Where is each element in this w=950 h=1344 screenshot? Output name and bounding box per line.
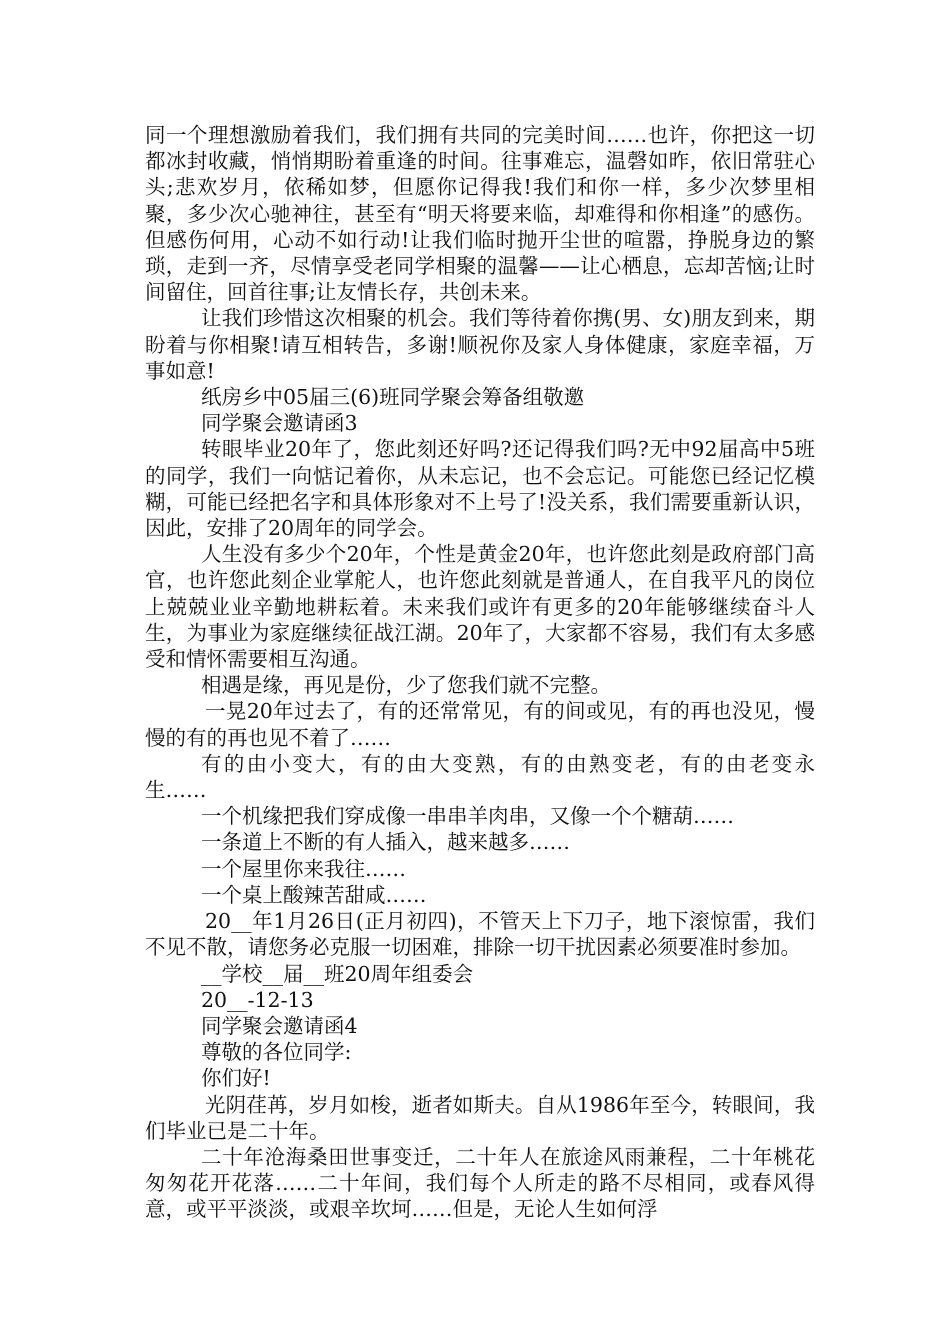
paragraph-twenty-years-change: 二十年沧海桑田世事变迁，二十年人在旅途风雨兼程，二十年桃花匆匆花开花落……二十年间，我们每个人所走的路不尽相同，或春风得意，或平平淡淡，或艰辛坎坷……但是，无论人生如何浮 (145, 1144, 815, 1222)
paragraph-time-flies: 光阴荏苒，岁月如梭，逝者如斯夫。自从1986年至今，转眼间，我们毕业已是二十年。 (145, 1092, 815, 1143)
paragraph-20-years-passed: 一晃20年过去了，有的还常常见，有的间或见，有的再也没见，慢慢的有的再也见不着了…… (145, 699, 815, 750)
greeting: 你们好! (201, 1066, 271, 1091)
signature-organizing-group: 纸房乡中05届三(6)班同学聚会筹备组敬邀 (201, 385, 585, 410)
paragraph-cherish-meeting: 让我们珍惜这次相聚的机会。我们等待着你携(男、女)朋友到来，期盼着与你相聚!请互相转告，多谢!顺祝你及家人身体健康，家庭幸福，万事如意! (145, 306, 815, 383)
paragraph-road: 一条道上不断的有人插入，越来越多…… (201, 830, 570, 855)
paragraph-20-years-graduation: 转眼毕业20年了，您此刻还好吗?还记得我们吗?无中92届高中5班的同学，我们一向惦记着你，从未忘记，也不会忘记。可能您已经记忆模糊，可能已经把名字和具体形象对不上号了!没关系，我们需要重新认识，因此，安排了20周年的同学会。 (145, 437, 815, 541)
salutation: 尊敬的各位同学: (201, 1040, 352, 1065)
heading-invitation-4: 同学聚会邀请函4 (201, 1013, 358, 1038)
signature-committee: __学校__届__班20周年组委会 (201, 961, 474, 986)
heading-invitation-3: 同学聚会邀请函3 (201, 411, 358, 436)
paragraph-kebab-metaphor: 一个机缘把我们穿成像一串串羊肉串，又像一个个糖葫…… (201, 804, 734, 829)
paragraph-table: 一个桌上酸辣苦甜咸…… (201, 882, 427, 907)
paragraph-fate: 相遇是缘，再见是份，少了您我们就不完整。 (201, 673, 611, 698)
paragraph-life-20-years: 人生没有多少个20年，个性是黄金20年，也许您此刻是政府部门高官，也许您此刻企业掌舵人，也许您此刻就是普通人，在自我平凡的岗位上兢兢业业辛勤地耕耘着。未来我们或许有更多的20年能够继续奋斗人生，为事业为家庭继续征战江湖。20年了，大家都不容易，我们有太多感受和情怀需要相互沟通。 (145, 542, 815, 672)
document-page (145, 122, 815, 1223)
paragraph-event-date: 20__年1月26日(正月初四)，不管天上下刀子，地下滚惊雷，我们不见不散，请您务必克服一切困难，排除一切干扰因素必须要准时参加。 (145, 909, 815, 960)
signature-date: 20__-12-13 (201, 987, 314, 1012)
paragraph-changes: 有的由小变大，有的由大变熟，有的由熟变老，有的由老变永生…… (145, 751, 815, 803)
paragraph-house: 一个屋里你来我往…… (201, 856, 406, 881)
paragraph-intro-continuation: 同一个理想激励着我们，我们拥有共同的完美时间……也许，你把这一切都冰封收藏，悄悄期盼着重逢的时间。往事难忘，温磬如昨，依旧常驻心头;悲欢岁月，依稀如梦，但愿你记得我!我们和你一样，多少次梦里相聚，多少次心驰神往，甚至有“明天将要来临，却难得和你相逢”的感伤。但感伤何用，心动不如行动!让我们临时抛开尘世的喧嚣，挣脱身边的繁琐，走到一齐，尽情享受老同学相聚的温馨——让心栖息，忘却苦恼;让时间留住，回首往事;让友情长存，共创未来。 (145, 123, 815, 305)
